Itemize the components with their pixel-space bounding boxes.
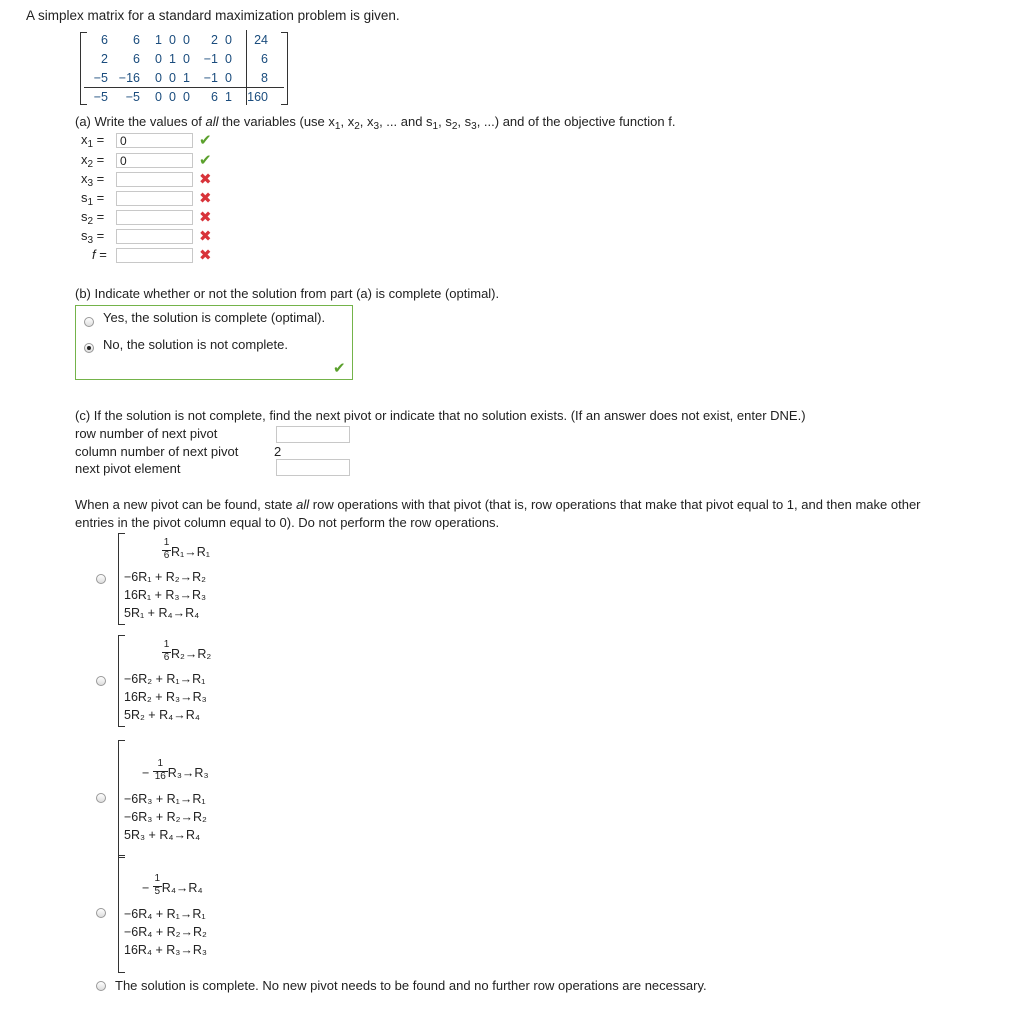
row-op-radio[interactable]: [96, 793, 106, 803]
row-op: 16R₂ + R₃→R₃: [124, 690, 207, 704]
matrix-cell: 0: [155, 70, 162, 85]
row-ops-instructions: When a new pivot can be found, state all row operations with that pivot (that is, row operations that make that pivot equal to 1, and then make other: [75, 497, 921, 512]
row-pivot-input[interactable]: [276, 426, 350, 443]
check-icon: ✔: [199, 152, 212, 169]
matrix-cell: 1: [183, 70, 190, 85]
row-op: −6R₃ + R₁→R₁: [124, 792, 206, 806]
cross-icon: ✖: [199, 247, 212, 264]
matrix-cell: 0: [225, 70, 232, 85]
matrix-cell: 160: [247, 89, 268, 104]
matrix-cell: 0: [169, 89, 176, 104]
row-op-radio[interactable]: [96, 676, 106, 686]
part-b-prompt: (b) Indicate whether or not the solution from part (a) is complete (optimal).: [75, 286, 500, 301]
matrix-right-bracket: [281, 32, 288, 105]
matrix-cell: 2: [211, 32, 218, 47]
matrix-cell: −5: [93, 70, 108, 85]
row-op: 5R₂ + R₄→R₄: [124, 708, 200, 722]
row-op-radio[interactable]: [96, 574, 106, 584]
matrix-cell: −1: [203, 70, 218, 85]
row-op-scale: − $\frac{1}{16}$ R₃→R₃: [142, 757, 209, 782]
radio-complete[interactable]: [96, 981, 106, 991]
cross-icon: ✖: [199, 171, 212, 188]
cross-icon: ✖: [199, 190, 212, 207]
check-icon: ✔: [199, 132, 212, 149]
row-op-radio[interactable]: [96, 908, 106, 918]
row-op: −6R₁ + R₂→R₂: [124, 570, 207, 584]
matrix-row: [86, 68, 268, 87]
page-title: A simplex matrix for a standard maximization problem is given.: [26, 8, 400, 23]
radio-no[interactable]: [84, 343, 94, 353]
row-op: 5R₁ + R₄→R₄: [124, 606, 200, 620]
matrix-cell: 0: [225, 32, 232, 47]
check-icon: ✔: [333, 360, 346, 377]
matrix-cell: −5: [125, 89, 140, 104]
var-input[interactable]: 0: [116, 133, 193, 148]
radio-yes[interactable]: [84, 317, 94, 327]
cross-icon: ✖: [199, 228, 212, 245]
matrix-cell: 6: [101, 32, 108, 47]
matrix-cell: 0: [183, 32, 190, 47]
part-b-answer-box: [75, 305, 353, 380]
matrix-cell: 1: [169, 51, 176, 66]
var-input[interactable]: [116, 172, 193, 187]
matrix-table: [86, 30, 268, 106]
cross-icon: ✖: [199, 209, 212, 226]
matrix-cell: 6: [133, 51, 140, 66]
row-op-scale: − $\frac{1}{5}$ R₄→R₄: [142, 872, 203, 897]
row-op: −6R₄ + R₂→R₂: [124, 925, 207, 939]
matrix-cell: 0: [183, 51, 190, 66]
matrix-cell: 8: [261, 70, 268, 85]
var-label: $s_2$ =: [81, 209, 105, 227]
var-input[interactable]: 0: [116, 153, 193, 168]
matrix-cell: 6: [211, 89, 218, 104]
col-pivot-label: column number of next pivot: [75, 444, 239, 459]
var-label: f =: [92, 247, 107, 262]
var-label: $x_2$ =: [81, 152, 105, 170]
matrix-cell: 0: [225, 51, 232, 66]
row-op: −6R₃ + R₂→R₂: [124, 810, 207, 824]
row-op-scale: $\frac{1}{6}$ R₁→R₁: [163, 536, 210, 561]
fraction: $\frac{1}{6}$: [163, 638, 170, 663]
matrix-cell: 2: [101, 51, 108, 66]
simplex-matrix: [80, 30, 288, 105]
row-op: −6R₂ + R₁→R₁: [124, 672, 206, 686]
row-op: −6R₄ + R₁→R₁: [124, 907, 206, 921]
matrix-cell: 0: [169, 70, 176, 85]
row-ops-instructions-2: entries in the pivot column equal to 0). Do not perform the row operations.: [75, 515, 500, 530]
row-op: 16R₁ + R₃→R₃: [124, 588, 207, 602]
var-input[interactable]: [116, 229, 193, 244]
matrix-cell: 0: [155, 89, 162, 104]
fraction: $\frac{1}{5}$: [154, 872, 161, 897]
matrix-cell: 0: [183, 89, 190, 104]
pivot-element-input[interactable]: [276, 459, 350, 476]
matrix-cell: 1: [155, 32, 162, 47]
matrix-cell: 24: [254, 32, 268, 47]
row-op: 16R₄ + R₃→R₃: [124, 943, 208, 957]
matrix-row: [86, 49, 268, 68]
matrix-cell: −16: [118, 70, 140, 85]
var-label: $x_3$ =: [81, 171, 105, 189]
part-a-prompt: (a) Write the values of all the variables (use $x_1$, $x_2$, $x_3$, ... and $s_1$, $s_2$, $s_3$, ...) and of the objective function f.: [75, 114, 676, 132]
complete-option-label: The solution is complete. No new pivot needs to be found and no further row operations are necessary.: [115, 978, 707, 993]
matrix-cell: 6: [133, 32, 140, 47]
var-input[interactable]: [116, 210, 193, 225]
pivot-element-label: next pivot element: [75, 461, 181, 476]
row-op: 5R₃ + R₄→R₄: [124, 828, 201, 842]
matrix-cell: 0: [169, 32, 176, 47]
option-yes-label: Yes, the solution is complete (optimal).: [103, 310, 326, 325]
matrix-row: [86, 87, 268, 106]
var-label: $x_1$ =: [81, 132, 105, 150]
var-label: $s_1$ =: [81, 190, 105, 208]
col-pivot-value: 2: [274, 444, 282, 459]
option-no-label: No, the solution is not complete.: [103, 337, 288, 352]
matrix-cell: −5: [93, 89, 108, 104]
matrix-row: [86, 30, 268, 49]
part-c-prompt: (c) If the solution is not complete, find the next pivot or indicate that no solution exists. (If an answer does not exist, enter DNE.): [75, 408, 806, 423]
matrix-cell: 1: [225, 89, 232, 104]
matrix-cell: 0: [155, 51, 162, 66]
var-label: $s_3$ =: [81, 228, 105, 246]
matrix-cell: 6: [261, 51, 268, 66]
fraction: $\frac{1}{6}$: [163, 536, 170, 561]
row-op-scale: $\frac{1}{6}$ R₂→R₂: [163, 638, 212, 663]
fraction: $\frac{1}{16}$: [154, 757, 166, 782]
matrix-cell: −1: [203, 51, 218, 66]
row-pivot-label: row number of next pivot: [75, 426, 218, 441]
var-input[interactable]: [116, 248, 193, 263]
var-input[interactable]: [116, 191, 193, 206]
